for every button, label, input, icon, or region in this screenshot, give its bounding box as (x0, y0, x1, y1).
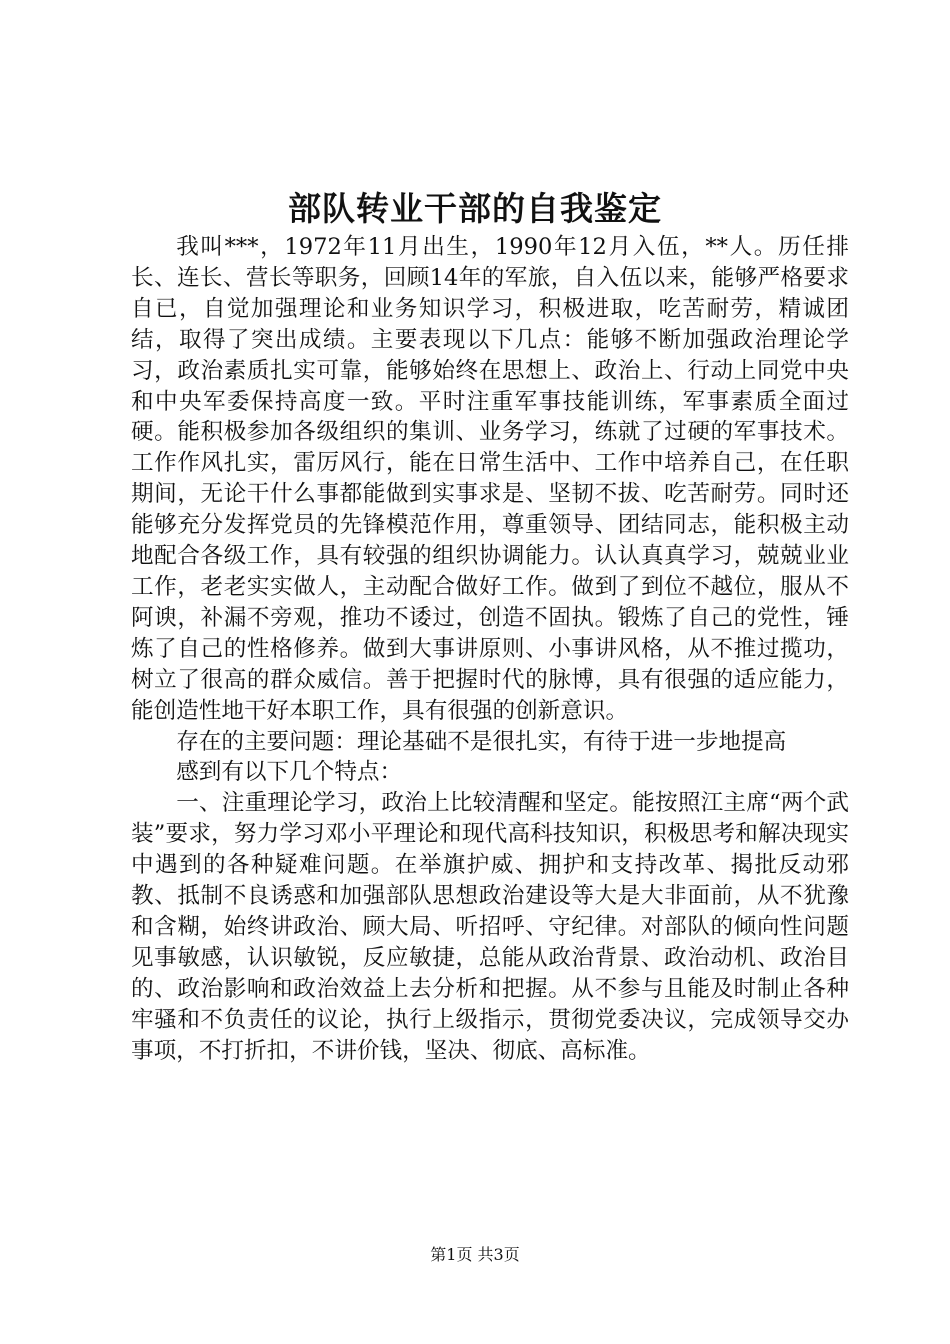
document-title: 部队转业干部的自我鉴定 (288, 189, 662, 228)
document-body (131, 232, 849, 1066)
paragraph-2: 存在的主要问题：理论基础不是很扎实，有待于进一步地提高 (176, 728, 787, 755)
paragraph-1: 我叫***，1972年11月出生，1990年12月入伍，**人。历任排长、连长、营长等职务，回顾14年的军旅，自入伍以来，能够严格要求自已，自觉加强理论和业务知识学习，积极进取，吃苦耐劳，精诚团结，取得了突出成绩。主要表现以下几点：能够不断加强政治理论学习，政治素质扎实可靠，能够始终在思想上、政治上、行动上同党中央和中央军委保持高度一致。平时注重军事技能训练，军事素质全面过硬。能积极参加各级组织的集训、业务学习，练就了过硬的军事技术。工作作风扎实，雷厉风行，能在日常生活中、工作中培养自己，在任职期间，无论干什么事都能做到实事求是、坚韧不拔、吃苦耐劳。同时还能够充分发挥党员的先锋模范作用，尊重领导、团结同志，能积极主动地配合各级工作，具有较强的组织协调能力。认认真真学习，兢兢业业工作，老老实实做人，主动配合做好工作。做到了到位不越位，服从不阿谀，补漏不旁观，推功不诿过，创造不固执。锻炼了自己的党性，锤炼了自己的性格修养。做到大事讲原则、小事讲风格，从不推过揽功，树立了很高的群众威信。善于把握时代的脉博，具有很强的适应能力，能创造性地干好本职工作，具有很强的创新意识。 (131, 234, 849, 724)
paragraph-3: 感到有以下几个特点： (176, 759, 403, 786)
paragraph-4: 一、注重理论学习，政治上比较清醒和坚定。能按照江主席“两个武装”要求，努力学习邓小平理论和现代高科技知识，积极思考和解决现实中遇到的各种疑难问题。在举旗护威、拥护和支持改革、揭批反动邪教、抵制不良诱惑和加强部队思想政治建设等大是大非面前，从不犹豫和含糊，始终讲政治、顾大局、听招呼、守纪律。对部队的倾向性问题见事敏感，认识敏锐，反应敏捷，总能从政治背景、政治动机、政治目的、政治影响和政治效益上去分析和把握。从不参与且能及时制止各种牢骚和不负责任的议论，执行上级指示，贯彻党委决议，完成领导交办事项，不打折扣，不讲价钱，坚决、彻底、高标准。 (131, 790, 849, 1064)
page-footer: 第1页 共3页 (430, 1245, 520, 1264)
